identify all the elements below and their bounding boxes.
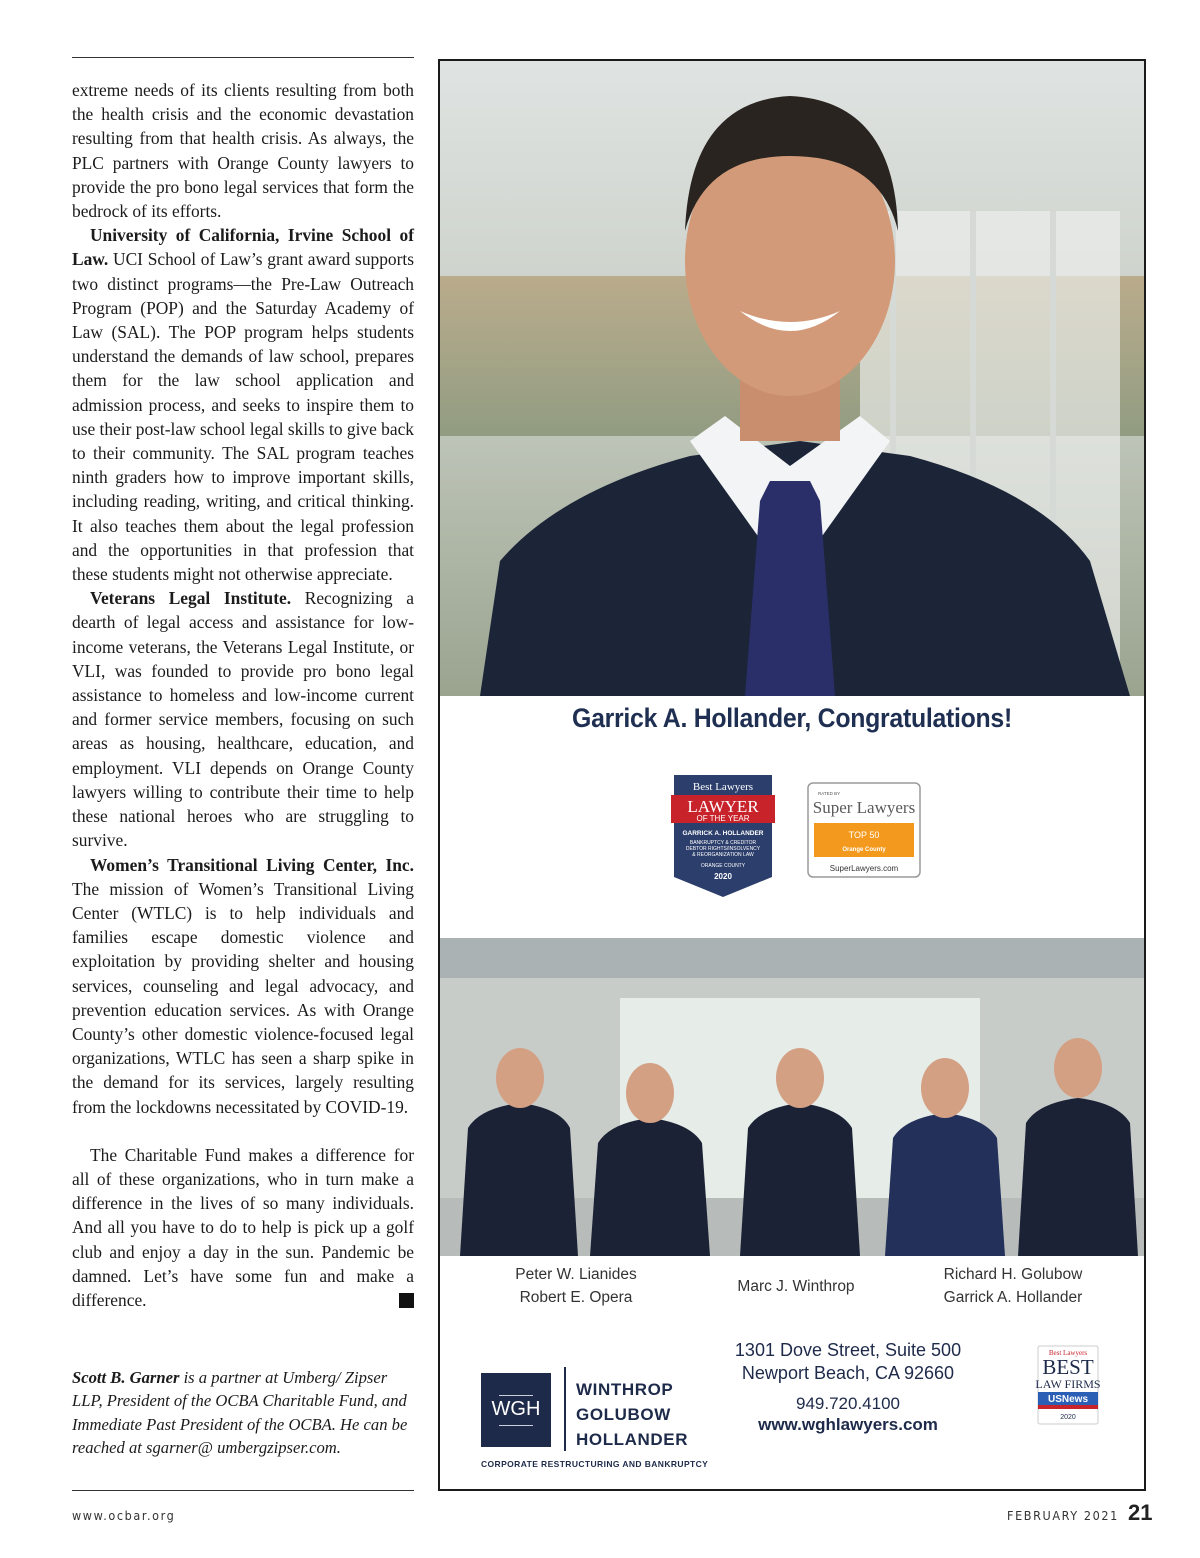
best-lawyers-badge: [671, 775, 775, 897]
author-bio: Scott B. Garner is a partner at Umberg/ Zipser LLP, President of the OCBA Charitable Fund, and Immediate Past President of the OCBA. He can be reached at sgarner@ umbergzipser.com.: [72, 1368, 408, 1458]
logo-divider: [564, 1367, 566, 1451]
super-lawyers-brand: Super Lawyers: [812, 798, 916, 817]
names-center: Marc J. Winthrop: [737, 1278, 855, 1295]
end-mark-icon: ✎: [399, 1293, 414, 1308]
footer-issue: FEBRUARY 2021: [1007, 1508, 1119, 1523]
svg-text:2020: 2020: [714, 872, 732, 881]
best-lawyers-name: GARRICK A. HOLLANDER: [682, 830, 764, 837]
ad-headline: Garrick A. Hollander, Congratulations!: [572, 703, 1012, 733]
super-lawyers-badge: [808, 783, 920, 877]
svg-text:TOP 50: TOP 50: [848, 830, 880, 840]
firm-name: WINTHROP GOLUBOW HOLLANDER: [576, 1380, 689, 1449]
svg-text:LAW FIRMS: LAW FIRMS: [1035, 1377, 1101, 1391]
svg-text:RATED BY: RATED BY: [818, 791, 841, 796]
section-heading-wtlc: Women’s Transitional Living Center, Inc.: [90, 854, 414, 875]
portrait-photo: [440, 61, 1144, 696]
firm-phone[interactable]: 949.720.4100: [796, 1394, 900, 1413]
best-law-firms-badge: [1032, 1344, 1104, 1426]
article-paragraph: Veterans Legal Institute. Recognizing a dearth of legal access and assistance for low-income veterans, the Veterans Legal Institute, or VLI, was founded to provide pro bono legal assistance to homeless and low-income current and former service members, focusing on such areas as housing, healthcare, education, and employment. VLI depends on Orange County lawyers willing to contribute their time to help these national heroes who are struggling to survive.: [72, 588, 414, 851]
author-name: Scott B. Garner: [72, 1368, 180, 1387]
top-rule: [72, 57, 414, 58]
svg-text:ORANGE COUNTY: ORANGE COUNTY: [700, 863, 746, 869]
section-heading-vli: Veterans Legal Institute.: [90, 588, 292, 609]
best-lawyers-top: Best Lawyers: [692, 781, 754, 793]
article-paragraph: extreme needs of its clients resulting from both the health crisis and the economic devastation resulting from that health crisis. As always, the PLC partners with Orange County lawyers to provide the pro bono legal services that form the bedrock of its efforts.: [72, 80, 414, 222]
article-column: [72, 78, 425, 1312]
svg-text:SuperLawyers.com: SuperLawyers.com: [829, 864, 899, 873]
svg-text:BEST: BEST: [1042, 1355, 1094, 1379]
bio-bottom-rule: [72, 1490, 414, 1491]
article-paragraph: Women’s Transitional Living Center, Inc. The mission of Women’s Transitional Living Center (WTLC) is to help individuals and families escape domestic violence and exploitation by providing shelter and housing services, counseling and legal advocacy, and prevention education services. As with Orange County’s other domestic violence-focused legal organizations, WTLC has seen a sharp spike in the demand for its services, largely resulting from the lockdowns necessitated by COVID-19.: [72, 854, 414, 1117]
svg-text:USNews: USNews: [1047, 1394, 1089, 1405]
svg-text:Orange County: Orange County: [842, 847, 886, 853]
article-paragraph: University of California, Irvine School of Law. UCI School of Law’s grant award supports two distinct programs—the Pre-Law Outreach Program (POP) and the Saturday Academy of Law (SAL). The POP program helps students understand the demands of law school, prepares them for the law school application and admission process, and seeks to inspire them to use their post-law school legal skills to give back to their community. The SAL program teaches ninth graders how to improve important skills, including reading, writing, and critical thinking. It also teaches them about the legal profession and the opportunities in that profession that these students might not otherwise appreciate.: [72, 225, 414, 585]
article-paragraph: The Charitable Fund makes a difference for all of these organizations, who in turn make a difference in the lives of so many individuals. And all you have to do to help is pick up a golf club and enjoy a day in the sun. Pandemic be damned. Let’s have some fun and make a difference. ✎: [72, 1144, 425, 1310]
firm-logo: WGH: [481, 1373, 551, 1447]
svg-text:Best Lawyers: Best Lawyers: [1048, 1349, 1088, 1357]
advertisement: [438, 59, 1146, 1491]
page-number: 21: [1128, 1500, 1153, 1525]
svg-text:BANKRUPTCY & CREDITOR: BANKRUPTCY & CREDITOR: [689, 840, 757, 846]
firm-website-link[interactable]: www.wghlawyers.com: [758, 1415, 938, 1434]
best-lawyers-title: LAWYER: [687, 797, 759, 816]
section-heading-uci: University of California, Irvine School of Law.: [72, 225, 414, 270]
svg-text:2020: 2020: [1060, 1414, 1076, 1421]
svg-text:& REORGANIZATION LAW: & REORGANIZATION LAW: [692, 852, 754, 858]
footer-website[interactable]: www.ocbar.org: [72, 1508, 176, 1523]
firm-address: 1301 Dove Street, Suite 500 Newport Beach, CA 92660: [734, 1340, 962, 1383]
award-badges: [668, 773, 928, 913]
names-left: Peter W. Lianides Robert E. Opera: [515, 1266, 637, 1306]
names-right: Richard H. Golubow Garrick A. Hollander: [943, 1266, 1083, 1306]
svg-text:DEBTOR RIGHTS/INSOLVENCY: DEBTOR RIGHTS/INSOLVENCY: [685, 846, 761, 852]
firm-tagline: CORPORATE RESTRUCTURING AND BANKRUPTCY: [481, 1459, 709, 1469]
group-photo: [440, 938, 1144, 1256]
best-lawyers-sub: OF THE YEAR: [696, 814, 750, 823]
